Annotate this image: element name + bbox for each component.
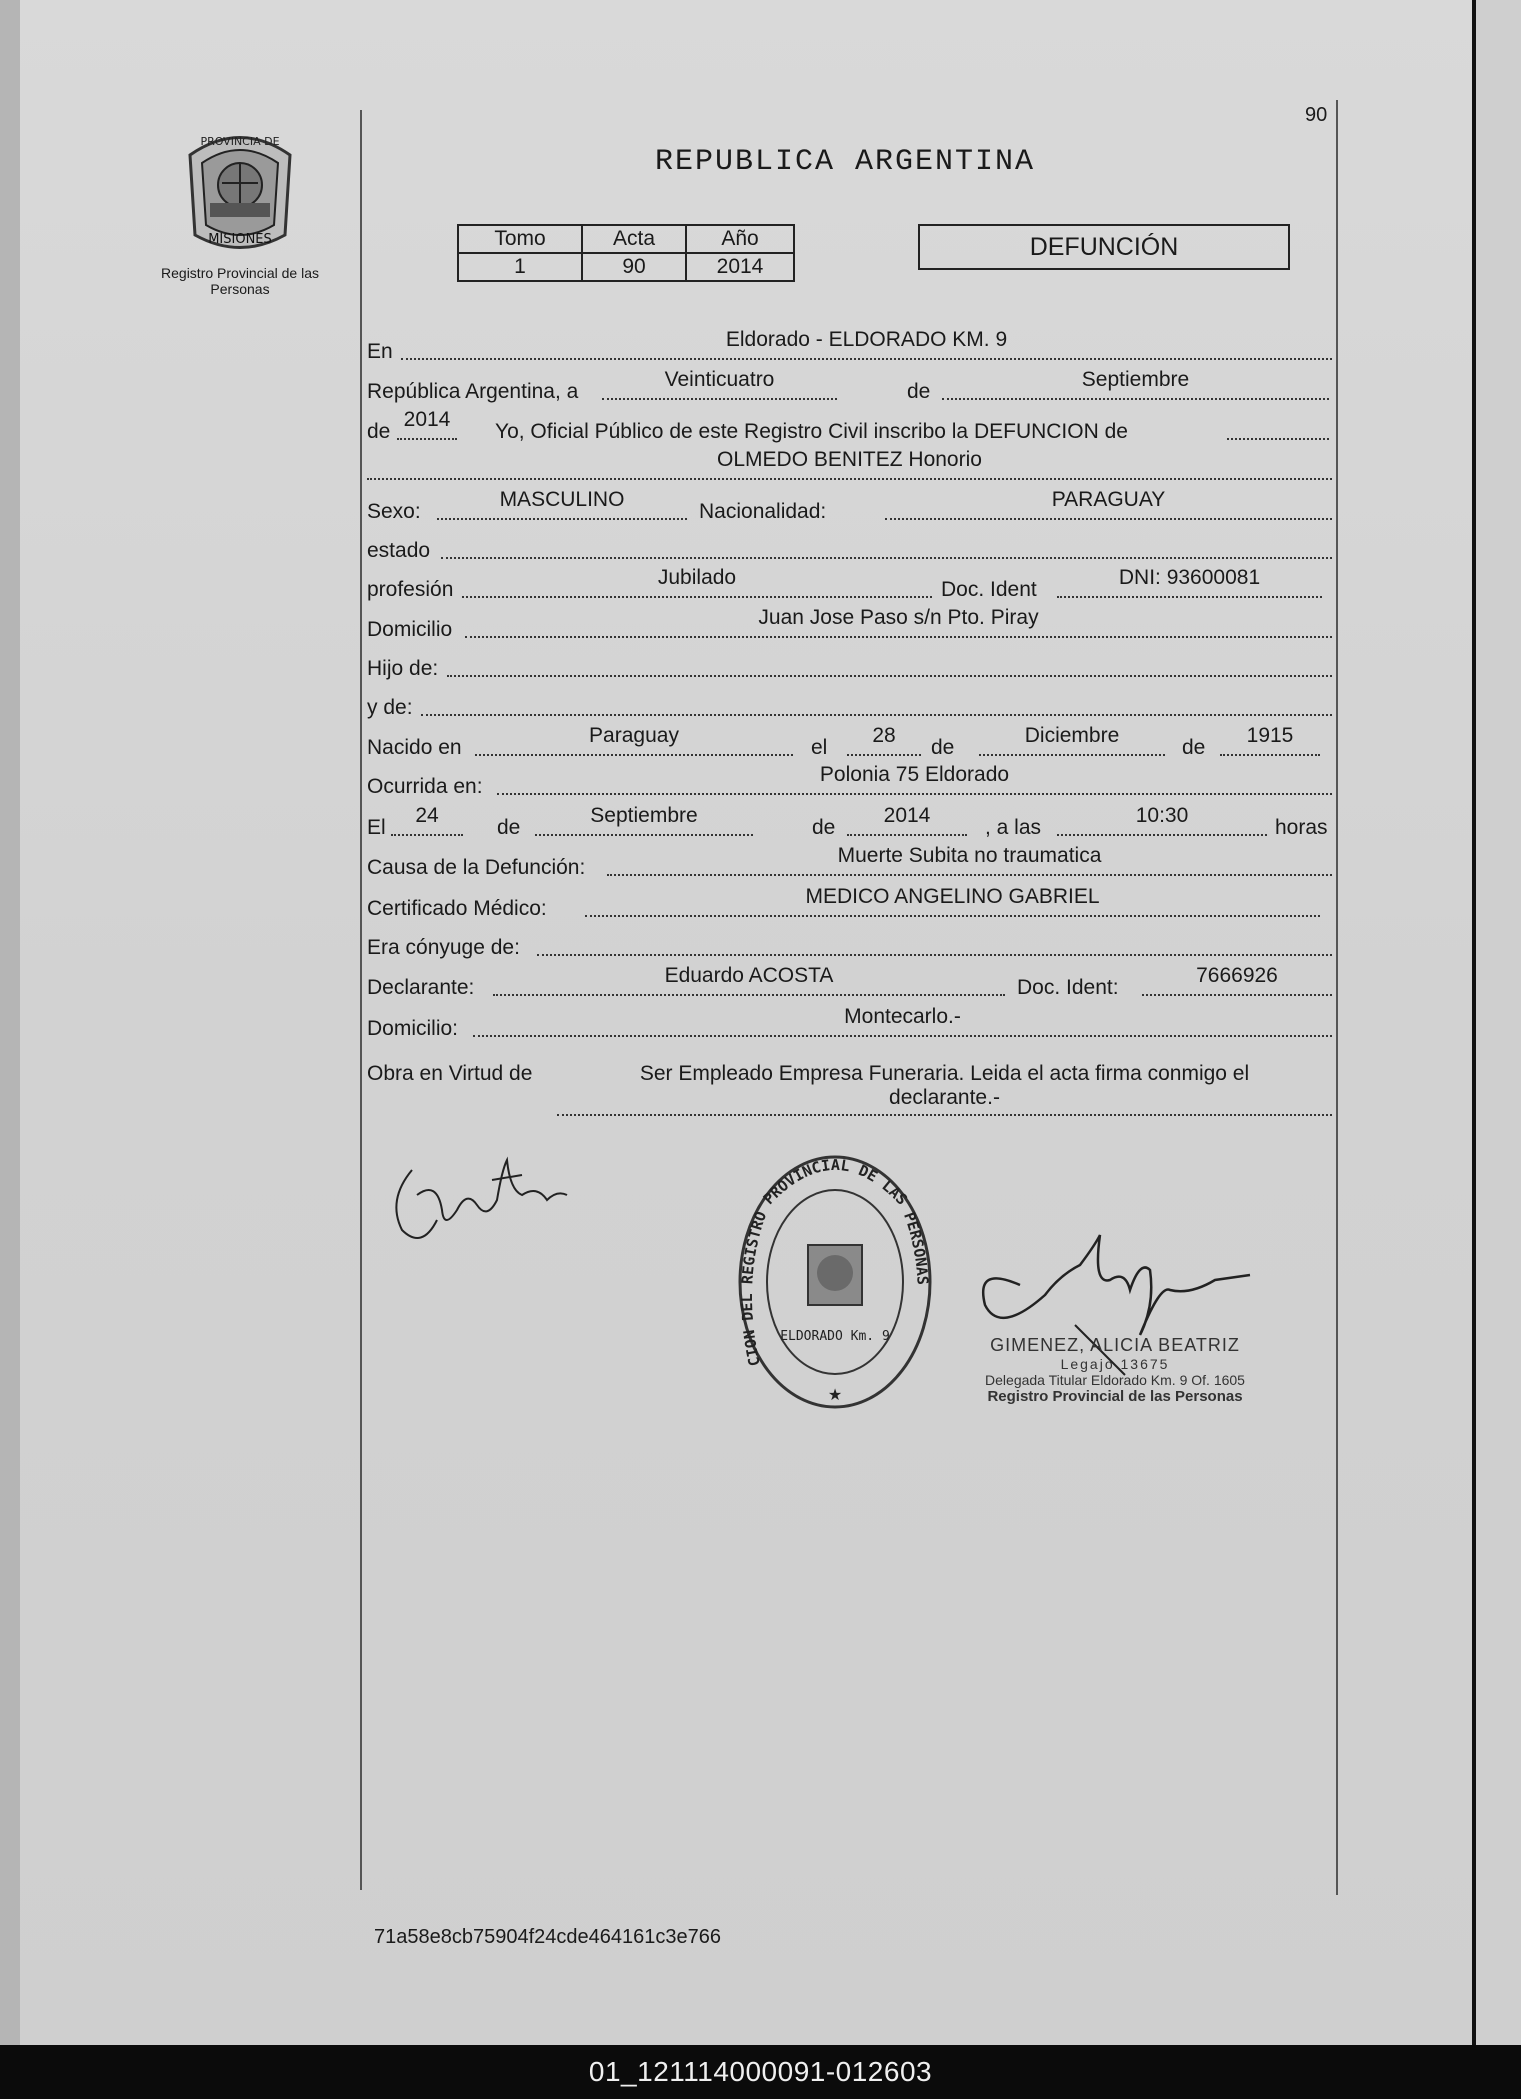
record-value-tomo: 1 (458, 253, 582, 281)
field-declarante: Eduardo ACOSTA (493, 968, 1005, 996)
scan-right-edge (1472, 0, 1521, 2045)
record-header-row (458, 225, 794, 253)
row-declarante (367, 964, 1332, 999)
scan-footer-id: 01_121114000091-012603 (0, 2045, 1521, 2099)
record-value-acta: 90 (582, 253, 686, 281)
field-birth-day: 28 (847, 728, 921, 756)
field-estado (441, 531, 1332, 559)
field-certificado: MEDICO ANGELINO GABRIEL (585, 889, 1320, 917)
field-year: 2014 (397, 412, 457, 440)
registry-stamp (730, 1145, 940, 1420)
label-birth-de2: de (1182, 736, 1206, 759)
row-obra (367, 1062, 1332, 1122)
label-doc-ident: Doc. Ident (941, 578, 1037, 601)
record-value-row (458, 253, 794, 281)
label-conyuge: Era cónyuge de: (367, 936, 520, 959)
field-place: Eldorado - ELDORADO KM. 9 (401, 332, 1332, 360)
field-sexo: MASCULINO (437, 492, 687, 520)
record-type-box: DEFUNCIÓN (918, 224, 1290, 270)
label-en: En (367, 340, 393, 363)
obra-line-2: declarante.- (889, 1086, 1000, 1109)
misiones-seal-logo (180, 125, 300, 255)
label-birth-de1: de (931, 736, 955, 759)
official-text: Yo, Oficial Público de este Registro Civil inscribo la DEFUNCION de (495, 420, 1128, 443)
field-birth-year: 1915 (1220, 728, 1320, 756)
field-month: Septiembre (942, 372, 1329, 400)
row-decl-domicilio (367, 1005, 1332, 1040)
field-blank-after-text (1227, 412, 1329, 440)
label-alas: , a las (985, 816, 1042, 839)
page-title: REPUBLICA ARGENTINA (654, 145, 1036, 179)
field-doc-ident: DNI: 93600081 (1057, 570, 1322, 598)
row-causa (367, 844, 1332, 879)
page-number: 90 (1305, 104, 1328, 126)
row-conyuge (367, 926, 1332, 959)
field-causa: Muerte Subita no traumatica (607, 848, 1332, 876)
label-death-de2: de (812, 816, 836, 839)
row-ocurrida (367, 763, 1332, 798)
svg-text:PROVINCIA DE: PROVINCIA DE (200, 135, 280, 148)
row-hijo (367, 647, 1332, 680)
label-decl-domicilio: Domicilio: (367, 1017, 459, 1040)
svg-text:ELDORADO Km. 9: ELDORADO Km. 9 (780, 1329, 890, 1344)
field-conyuge (537, 928, 1332, 956)
field-nacionalidad: PARAGUAY (885, 492, 1332, 520)
label-ocurrida: Ocurrida en: (367, 775, 483, 798)
declarant-signature (382, 1140, 572, 1260)
label-certificado: Certificado Médico: (367, 897, 547, 920)
official-position: Delegada Titular Eldorado Km. 9 Of. 1605 (985, 1372, 1245, 1388)
label-estado: estado (367, 539, 431, 562)
field-ocurrida: Polonia 75 Eldorado (497, 767, 1332, 795)
obra-line-1: Ser Empleado Empresa Funeraria. Leida el acta firma conmigo el (639, 1062, 1250, 1085)
official-block (950, 1335, 1280, 1405)
label-yde: y de: (367, 696, 413, 719)
label-de-year: de (367, 420, 391, 443)
row-nacido (367, 724, 1332, 759)
field-profesion: Jubilado (462, 570, 932, 598)
label-republica: República Argentina, a (367, 380, 579, 403)
field-deceased-name: OLMEDO BENITEZ Honorio (367, 452, 1332, 480)
field-day-words: Veinticuatro (602, 372, 837, 400)
record-value-anio: 2014 (686, 253, 794, 281)
left-margin-line (360, 110, 362, 1890)
record-header-tomo: Tomo (458, 225, 582, 253)
label-death-el: El (367, 816, 386, 839)
field-domicilio: Juan Jose Paso s/n Pto. Piray (465, 610, 1332, 638)
registry-label: Registro Provincial de las Personas (161, 265, 319, 297)
document-hash: 71a58e8cb75904f24cde464161c3e766 (374, 1926, 722, 1948)
label-de-month: de (907, 380, 931, 403)
field-birth-month: Diciembre (979, 728, 1165, 756)
field-decl-domicilio: Montecarlo.- (473, 1009, 1332, 1037)
label-domicilio: Domicilio (367, 618, 453, 641)
field-death-time: 10:30 (1057, 808, 1267, 836)
row-death-date (367, 804, 1332, 839)
official-name: GIMENEZ, ALICIA BEATRIZ (990, 1335, 1240, 1355)
row-yde (367, 686, 1332, 719)
field-decl-doc: 7666926 (1142, 968, 1332, 996)
label-declarante: Declarante: (367, 976, 475, 999)
right-margin-line (1336, 100, 1338, 1895)
label-sexo: Sexo: (367, 500, 421, 523)
row-profesion (367, 566, 1332, 601)
record-header-anio: Año (686, 225, 794, 253)
row-year (367, 408, 1332, 443)
row-estado (367, 529, 1332, 562)
label-obra: Obra en Virtud de (367, 1062, 533, 1085)
row-place (367, 328, 1332, 363)
svg-text:MISIONES: MISIONES (208, 232, 272, 247)
row-date (367, 368, 1332, 403)
official-legajo: Legajo 13675 (1060, 1356, 1170, 1372)
field-obra (557, 1062, 1332, 1116)
label-profesion: profesión (367, 578, 454, 601)
row-sex (367, 488, 1332, 523)
svg-text:★: ★ (827, 1387, 843, 1404)
row-domicilio (367, 606, 1332, 641)
label-horas: horas (1275, 816, 1328, 839)
field-death-day: 24 (391, 808, 463, 836)
field-death-year: 2014 (847, 808, 967, 836)
label-nacido: Nacido en (367, 736, 462, 759)
svg-text:CION DEL REGISTRO PROVINCIAL D: CION DEL REGISTRO PROVINCIAL DE LAS PERSONAS (737, 1155, 932, 1368)
field-death-month: Septiembre (535, 808, 753, 836)
label-el: el (811, 736, 828, 759)
record-header-acta: Acta (582, 225, 686, 253)
row-name (367, 450, 1332, 480)
record-table (457, 224, 795, 282)
label-decl-doc: Doc. Ident: (1017, 976, 1119, 999)
label-death-de1: de (497, 816, 521, 839)
label-nacionalidad: Nacionalidad: (699, 500, 827, 523)
official-institution: Registro Provincial de las Personas (987, 1388, 1243, 1405)
field-nacido: Paraguay (475, 728, 793, 756)
label-causa: Causa de la Defunción: (367, 856, 586, 879)
field-yde (421, 688, 1332, 716)
label-hijo: Hijo de: (367, 657, 439, 680)
row-certificado (367, 885, 1332, 920)
field-hijo (447, 649, 1332, 677)
